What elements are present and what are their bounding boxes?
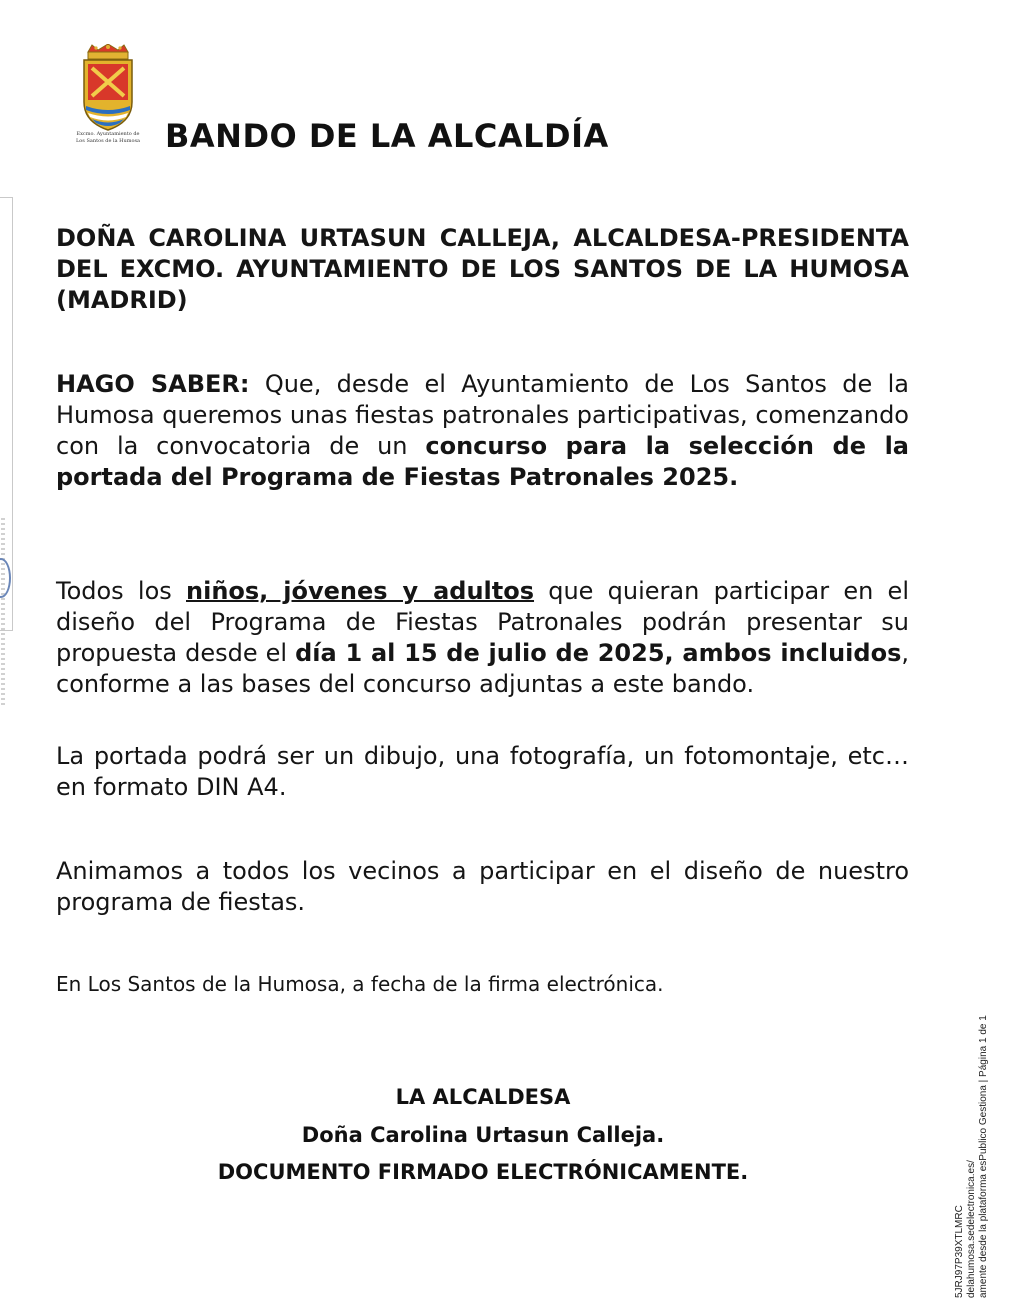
signature-role: LA ALCALDESA bbox=[395, 1085, 571, 1109]
margin-validation-text bbox=[1, 518, 5, 708]
encouragement-paragraph: Animamos a todos los vecinos a participar en el diseño de nuestro programa de fiestas. bbox=[56, 857, 909, 916]
crest-caption-line1: Excmo. Ayuntamiento de bbox=[76, 131, 140, 137]
hago-saber-text: Que, desde el Ayuntamiento de Los Santos de la Humosa queremos unas fiestas patronales participativas, comenzando con la convocatoria de un bbox=[56, 370, 909, 460]
signature-name: Doña Carolina Urtasun Calleja. bbox=[301, 1123, 665, 1147]
closing-line: En Los Santos de la Humosa, a fecha de la firma electrónica. bbox=[56, 972, 664, 996]
verification-code: 5JRJ97P39XTLMRC bbox=[954, 1205, 965, 1298]
vertical-verification-footer bbox=[954, 968, 990, 1298]
verification-url[interactable]: delahumosa.sedelectronica.es/ bbox=[966, 1160, 977, 1298]
hago-saber-bold: concurso para la selección de la portada del Programa de Fiestas Patronales 2025. bbox=[56, 432, 909, 491]
document-title: BANDO DE LA ALCALDÍA bbox=[165, 117, 609, 155]
verification-platform: amente desde la plataforma esPublico Gestiona | Página 1 de 1 bbox=[978, 1015, 989, 1298]
hago-saber-paragraph bbox=[56, 369, 909, 493]
format-paragraph: La portada podrá ser un dibujo, una fotografía, un fotomontaje, etc… en formato DIN A4. bbox=[56, 742, 909, 801]
participants-dates: día 1 al 15 de julio de 2025, ambos incluidos bbox=[295, 639, 902, 667]
participants-paragraph bbox=[56, 576, 909, 700]
validation-seal-icon bbox=[0, 558, 11, 598]
participants-underlined: niños, jóvenes y adultos bbox=[186, 577, 535, 605]
participants-text-1: Todos los bbox=[56, 577, 186, 605]
intro-paragraph: DOÑA CAROLINA URTASUN CALLEJA, ALCALDESA-PRESIDENTA DEL EXCMO. AYUNTAMIENTO DE LOS SANTOS DE LA HUMOSA (MADRID) bbox=[56, 224, 909, 314]
participants-text-3: , conforme a las bases del concurso adjuntas a este bando. bbox=[56, 639, 909, 698]
crest-caption bbox=[70, 131, 146, 145]
crest-caption-line2: Los Santos de la Humosa bbox=[75, 138, 141, 144]
hago-saber-lead: HAGO SABER: bbox=[56, 370, 250, 398]
left-margin-validation-strip bbox=[0, 197, 13, 631]
signature-note: DOCUMENTO FIRMADO ELECTRÓNICAMENTE. bbox=[217, 1160, 749, 1184]
participants-text-2: que quieran participar en el diseño del Programa de Fiestas Patronales podrán presentar su propuesta desde el bbox=[56, 577, 909, 667]
